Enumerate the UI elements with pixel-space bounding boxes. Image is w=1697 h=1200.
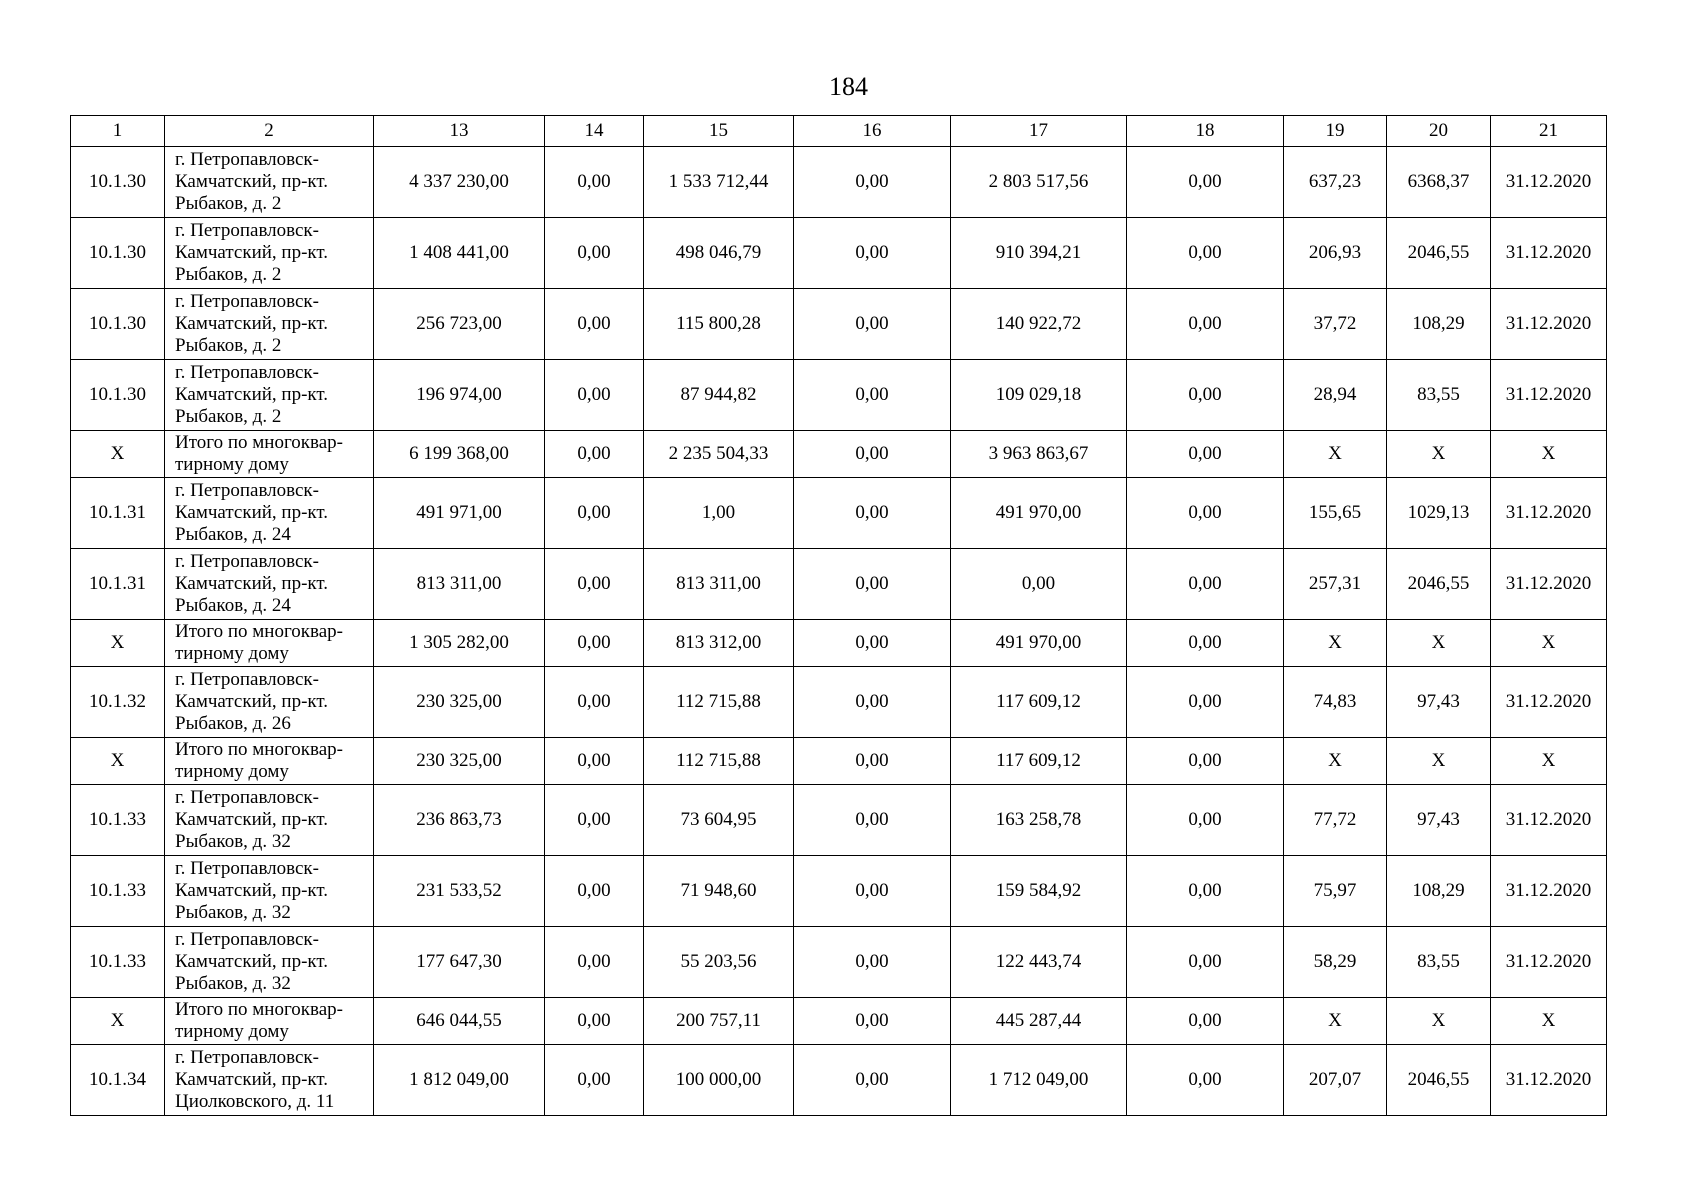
table-cell-col-21: X xyxy=(1491,998,1607,1045)
table-cell-col-2: г. Петропавловск-Камчатский, пр-кт. Циолковского, д. 11 xyxy=(165,1045,374,1116)
table-cell-col-14: 0,00 xyxy=(545,289,644,360)
column-header-col-21: 21 xyxy=(1491,116,1607,147)
table-cell-col-15: 100 000,00 xyxy=(644,1045,794,1116)
table-cell-col-20: 83,55 xyxy=(1387,360,1491,431)
table-cell-col-21: 31.12.2020 xyxy=(1491,147,1607,218)
table-cell-col-16: 0,00 xyxy=(794,785,951,856)
table-cell-col-14: 0,00 xyxy=(545,738,644,785)
table-cell-col-19: 637,23 xyxy=(1284,147,1387,218)
table-cell-col-14: 0,00 xyxy=(545,360,644,431)
table-cell-col-13: 230 325,00 xyxy=(374,667,545,738)
table-cell-col-20: 83,55 xyxy=(1387,927,1491,998)
table-cell-col-19: 58,29 xyxy=(1284,927,1387,998)
table-cell-col-16: 0,00 xyxy=(794,1045,951,1116)
table-cell-col-14: 0,00 xyxy=(545,785,644,856)
table-cell-col-18: 0,00 xyxy=(1127,147,1284,218)
table-cell-col-2: Итого по многоквар-тирному дому xyxy=(165,431,374,478)
table-cell-col-19: X xyxy=(1284,998,1387,1045)
table-cell-col-18: 0,00 xyxy=(1127,620,1284,667)
table-cell-col-13: 231 533,52 xyxy=(374,856,545,927)
table-cell-col-15: 112 715,88 xyxy=(644,667,794,738)
table-cell-col-14: 0,00 xyxy=(545,856,644,927)
table-cell-col-2: г. Петропавловск-Камчатский, пр-кт. Рыбаков, д. 26 xyxy=(165,667,374,738)
table-cell-col-2: Итого по многоквар-тирному дому xyxy=(165,998,374,1045)
table-cell-col-13: 196 974,00 xyxy=(374,360,545,431)
table-cell-col-18: 0,00 xyxy=(1127,218,1284,289)
table-cell-col-17: 159 584,92 xyxy=(951,856,1127,927)
table-cell-col-18: 0,00 xyxy=(1127,667,1284,738)
table-cell-col-18: 0,00 xyxy=(1127,785,1284,856)
table-cell-col-17: 109 029,18 xyxy=(951,360,1127,431)
table-cell-col-18: 0,00 xyxy=(1127,431,1284,478)
table-cell-col-20: X xyxy=(1387,998,1491,1045)
table-cell-col-20: 97,43 xyxy=(1387,667,1491,738)
table-cell-col-21: X xyxy=(1491,620,1607,667)
table-row-total xyxy=(71,998,1607,1045)
table-cell-col-15: 73 604,95 xyxy=(644,785,794,856)
table-row xyxy=(71,218,1607,289)
table-cell-col-20: 1029,13 xyxy=(1387,478,1491,549)
table-row xyxy=(71,785,1607,856)
table-cell-col-18: 0,00 xyxy=(1127,478,1284,549)
table-row xyxy=(71,478,1607,549)
table-cell-col-1: 10.1.33 xyxy=(71,785,165,856)
table-cell-col-16: 0,00 xyxy=(794,478,951,549)
data-table xyxy=(70,115,1607,1116)
table-cell-col-20: 108,29 xyxy=(1387,289,1491,360)
column-header-col-1: 1 xyxy=(71,116,165,147)
header-row xyxy=(71,116,1607,147)
table-cell-col-18: 0,00 xyxy=(1127,927,1284,998)
table-cell-col-16: 0,00 xyxy=(794,620,951,667)
table-cell-col-17: 491 970,00 xyxy=(951,620,1127,667)
table-cell-col-17: 0,00 xyxy=(951,549,1127,620)
table-cell-col-14: 0,00 xyxy=(545,218,644,289)
table-cell-col-1: X xyxy=(71,998,165,1045)
table-row xyxy=(71,147,1607,218)
table-cell-col-13: 1 305 282,00 xyxy=(374,620,545,667)
table-cell-col-18: 0,00 xyxy=(1127,1045,1284,1116)
table-row xyxy=(71,1045,1607,1116)
table-cell-col-14: 0,00 xyxy=(545,147,644,218)
table-cell-col-15: 87 944,82 xyxy=(644,360,794,431)
table-cell-col-2: Итого по многоквар-тирному дому xyxy=(165,620,374,667)
table-cell-col-17: 2 803 517,56 xyxy=(951,147,1127,218)
table-cell-col-20: 97,43 xyxy=(1387,785,1491,856)
column-header-col-15: 15 xyxy=(644,116,794,147)
table-cell-col-19: 77,72 xyxy=(1284,785,1387,856)
table-cell-col-17: 122 443,74 xyxy=(951,927,1127,998)
table-cell-col-20: X xyxy=(1387,620,1491,667)
table-cell-col-21: 31.12.2020 xyxy=(1491,218,1607,289)
table-cell-col-1: 10.1.32 xyxy=(71,667,165,738)
table-cell-col-13: 177 647,30 xyxy=(374,927,545,998)
table-cell-col-13: 646 044,55 xyxy=(374,998,545,1045)
column-header-col-13: 13 xyxy=(374,116,545,147)
table-cell-col-14: 0,00 xyxy=(545,549,644,620)
table-row xyxy=(71,289,1607,360)
table-cell-col-15: 55 203,56 xyxy=(644,927,794,998)
table-cell-col-21: 31.12.2020 xyxy=(1491,549,1607,620)
table-cell-col-16: 0,00 xyxy=(794,927,951,998)
table-cell-col-14: 0,00 xyxy=(545,620,644,667)
table-cell-col-19: 74,83 xyxy=(1284,667,1387,738)
column-header-col-2: 2 xyxy=(165,116,374,147)
table-cell-col-2: г. Петропавловск-Камчатский, пр-кт. Рыбаков, д. 24 xyxy=(165,478,374,549)
table-cell-col-14: 0,00 xyxy=(545,478,644,549)
table-cell-col-21: 31.12.2020 xyxy=(1491,1045,1607,1116)
table-cell-col-16: 0,00 xyxy=(794,218,951,289)
table-cell-col-21: X xyxy=(1491,431,1607,478)
table-cell-col-17: 910 394,21 xyxy=(951,218,1127,289)
table-cell-col-17: 140 922,72 xyxy=(951,289,1127,360)
table-cell-col-1: 10.1.30 xyxy=(71,289,165,360)
table-cell-col-1: 10.1.30 xyxy=(71,218,165,289)
table-cell-col-19: 75,97 xyxy=(1284,856,1387,927)
table-row xyxy=(71,856,1607,927)
table-cell-col-17: 117 609,12 xyxy=(951,738,1127,785)
table-cell-col-20: 2046,55 xyxy=(1387,218,1491,289)
table-cell-col-1: 10.1.33 xyxy=(71,927,165,998)
table-cell-col-14: 0,00 xyxy=(545,927,644,998)
column-header-col-19: 19 xyxy=(1284,116,1387,147)
table-row xyxy=(71,667,1607,738)
table-cell-col-19: X xyxy=(1284,738,1387,785)
table-cell-col-1: 10.1.30 xyxy=(71,360,165,431)
table-cell-col-1: 10.1.31 xyxy=(71,478,165,549)
page-number: 184 xyxy=(829,72,868,101)
table-cell-col-20: 108,29 xyxy=(1387,856,1491,927)
table-cell-col-16: 0,00 xyxy=(794,856,951,927)
table-cell-col-15: 112 715,88 xyxy=(644,738,794,785)
table-cell-col-14: 0,00 xyxy=(545,667,644,738)
table-cell-col-2: г. Петропавловск-Камчатский, пр-кт. Рыбаков, д. 2 xyxy=(165,147,374,218)
table-cell-col-17: 491 970,00 xyxy=(951,478,1127,549)
table-cell-col-13: 230 325,00 xyxy=(374,738,545,785)
table-cell-col-2: г. Петропавловск-Камчатский, пр-кт. Рыбаков, д. 2 xyxy=(165,360,374,431)
table-cell-col-20: 2046,55 xyxy=(1387,1045,1491,1116)
table-cell-col-18: 0,00 xyxy=(1127,856,1284,927)
table-cell-col-2: г. Петропавловск-Камчатский, пр-кт. Рыбаков, д. 32 xyxy=(165,856,374,927)
table-cell-col-2: г. Петропавловск-Камчатский, пр-кт. Рыбаков, д. 2 xyxy=(165,289,374,360)
table-cell-col-14: 0,00 xyxy=(545,998,644,1045)
table-cell-col-16: 0,00 xyxy=(794,738,951,785)
table-cell-col-16: 0,00 xyxy=(794,549,951,620)
column-header-col-18: 18 xyxy=(1127,116,1284,147)
table-cell-col-2: г. Петропавловск-Камчатский, пр-кт. Рыбаков, д. 32 xyxy=(165,927,374,998)
table-cell-col-21: 31.12.2020 xyxy=(1491,785,1607,856)
table-cell-col-18: 0,00 xyxy=(1127,289,1284,360)
table-cell-col-13: 236 863,73 xyxy=(374,785,545,856)
table-cell-col-18: 0,00 xyxy=(1127,549,1284,620)
table-cell-col-20: X xyxy=(1387,738,1491,785)
table-cell-col-16: 0,00 xyxy=(794,360,951,431)
table-cell-col-15: 2 235 504,33 xyxy=(644,431,794,478)
table-cell-col-21: 31.12.2020 xyxy=(1491,856,1607,927)
column-header-col-17: 17 xyxy=(951,116,1127,147)
table-cell-col-16: 0,00 xyxy=(794,667,951,738)
table-row xyxy=(71,360,1607,431)
table-cell-col-1: 10.1.30 xyxy=(71,147,165,218)
table-row-total xyxy=(71,431,1607,478)
table-cell-col-15: 1,00 xyxy=(644,478,794,549)
table-cell-col-1: 10.1.31 xyxy=(71,549,165,620)
table-row xyxy=(71,927,1607,998)
table-cell-col-18: 0,00 xyxy=(1127,998,1284,1045)
table-cell-col-15: 813 312,00 xyxy=(644,620,794,667)
table-cell-col-14: 0,00 xyxy=(545,431,644,478)
table-cell-col-2: г. Петропавловск-Камчатский, пр-кт. Рыбаков, д. 32 xyxy=(165,785,374,856)
table-cell-col-18: 0,00 xyxy=(1127,738,1284,785)
table-row-total xyxy=(71,620,1607,667)
table-cell-col-13: 1 408 441,00 xyxy=(374,218,545,289)
table-cell-col-15: 498 046,79 xyxy=(644,218,794,289)
table-cell-col-18: 0,00 xyxy=(1127,360,1284,431)
table-cell-col-19: 37,72 xyxy=(1284,289,1387,360)
table-cell-col-21: X xyxy=(1491,738,1607,785)
table-cell-col-17: 445 287,44 xyxy=(951,998,1127,1045)
table-cell-col-13: 491 971,00 xyxy=(374,478,545,549)
table-cell-col-1: X xyxy=(71,620,165,667)
table-cell-col-16: 0,00 xyxy=(794,289,951,360)
table-cell-col-13: 1 812 049,00 xyxy=(374,1045,545,1116)
table-cell-col-15: 1 533 712,44 xyxy=(644,147,794,218)
table-cell-col-20: 2046,55 xyxy=(1387,549,1491,620)
table-cell-col-17: 3 963 863,67 xyxy=(951,431,1127,478)
table-cell-col-13: 4 337 230,00 xyxy=(374,147,545,218)
table-cell-col-13: 813 311,00 xyxy=(374,549,545,620)
table-cell-col-1: X xyxy=(71,431,165,478)
table-cell-col-21: 31.12.2020 xyxy=(1491,927,1607,998)
table-cell-col-19: 28,94 xyxy=(1284,360,1387,431)
table-cell-col-19: X xyxy=(1284,620,1387,667)
table-cell-col-16: 0,00 xyxy=(794,431,951,478)
table-cell-col-21: 31.12.2020 xyxy=(1491,289,1607,360)
table-header xyxy=(71,116,1607,147)
table-cell-col-13: 256 723,00 xyxy=(374,289,545,360)
table-cell-col-15: 813 311,00 xyxy=(644,549,794,620)
table-cell-col-1: 10.1.33 xyxy=(71,856,165,927)
table-cell-col-14: 0,00 xyxy=(545,1045,644,1116)
table-cell-col-15: 115 800,28 xyxy=(644,289,794,360)
column-header-col-16: 16 xyxy=(794,116,951,147)
table-cell-col-21: 31.12.2020 xyxy=(1491,667,1607,738)
table-cell-col-19: 257,31 xyxy=(1284,549,1387,620)
column-header-col-20: 20 xyxy=(1387,116,1491,147)
table-cell-col-1: X xyxy=(71,738,165,785)
table-cell-col-15: 200 757,11 xyxy=(644,998,794,1045)
table-cell-col-21: 31.12.2020 xyxy=(1491,360,1607,431)
table-cell-col-15: 71 948,60 xyxy=(644,856,794,927)
table-cell-col-17: 1 712 049,00 xyxy=(951,1045,1127,1116)
table-cell-col-20: 6368,37 xyxy=(1387,147,1491,218)
table-cell-col-17: 163 258,78 xyxy=(951,785,1127,856)
table-cell-col-2: г. Петропавловск-Камчатский, пр-кт. Рыбаков, д. 24 xyxy=(165,549,374,620)
table-cell-col-19: 155,65 xyxy=(1284,478,1387,549)
table-cell-col-16: 0,00 xyxy=(794,147,951,218)
table-cell-col-19: X xyxy=(1284,431,1387,478)
table-cell-col-20: X xyxy=(1387,431,1491,478)
table-row xyxy=(71,549,1607,620)
table-cell-col-19: 206,93 xyxy=(1284,218,1387,289)
table-cell-col-16: 0,00 xyxy=(794,998,951,1045)
table-cell-col-17: 117 609,12 xyxy=(951,667,1127,738)
table-cell-col-13: 6 199 368,00 xyxy=(374,431,545,478)
table-cell-col-1: 10.1.34 xyxy=(71,1045,165,1116)
column-header-col-14: 14 xyxy=(545,116,644,147)
table-body xyxy=(71,147,1607,1116)
table-row-total xyxy=(71,738,1607,785)
table-cell-col-2: г. Петропавловск-Камчатский, пр-кт. Рыбаков, д. 2 xyxy=(165,218,374,289)
table-cell-col-21: 31.12.2020 xyxy=(1491,478,1607,549)
table-cell-col-2: Итого по многоквар-тирному дому xyxy=(165,738,374,785)
table-cell-col-19: 207,07 xyxy=(1284,1045,1387,1116)
